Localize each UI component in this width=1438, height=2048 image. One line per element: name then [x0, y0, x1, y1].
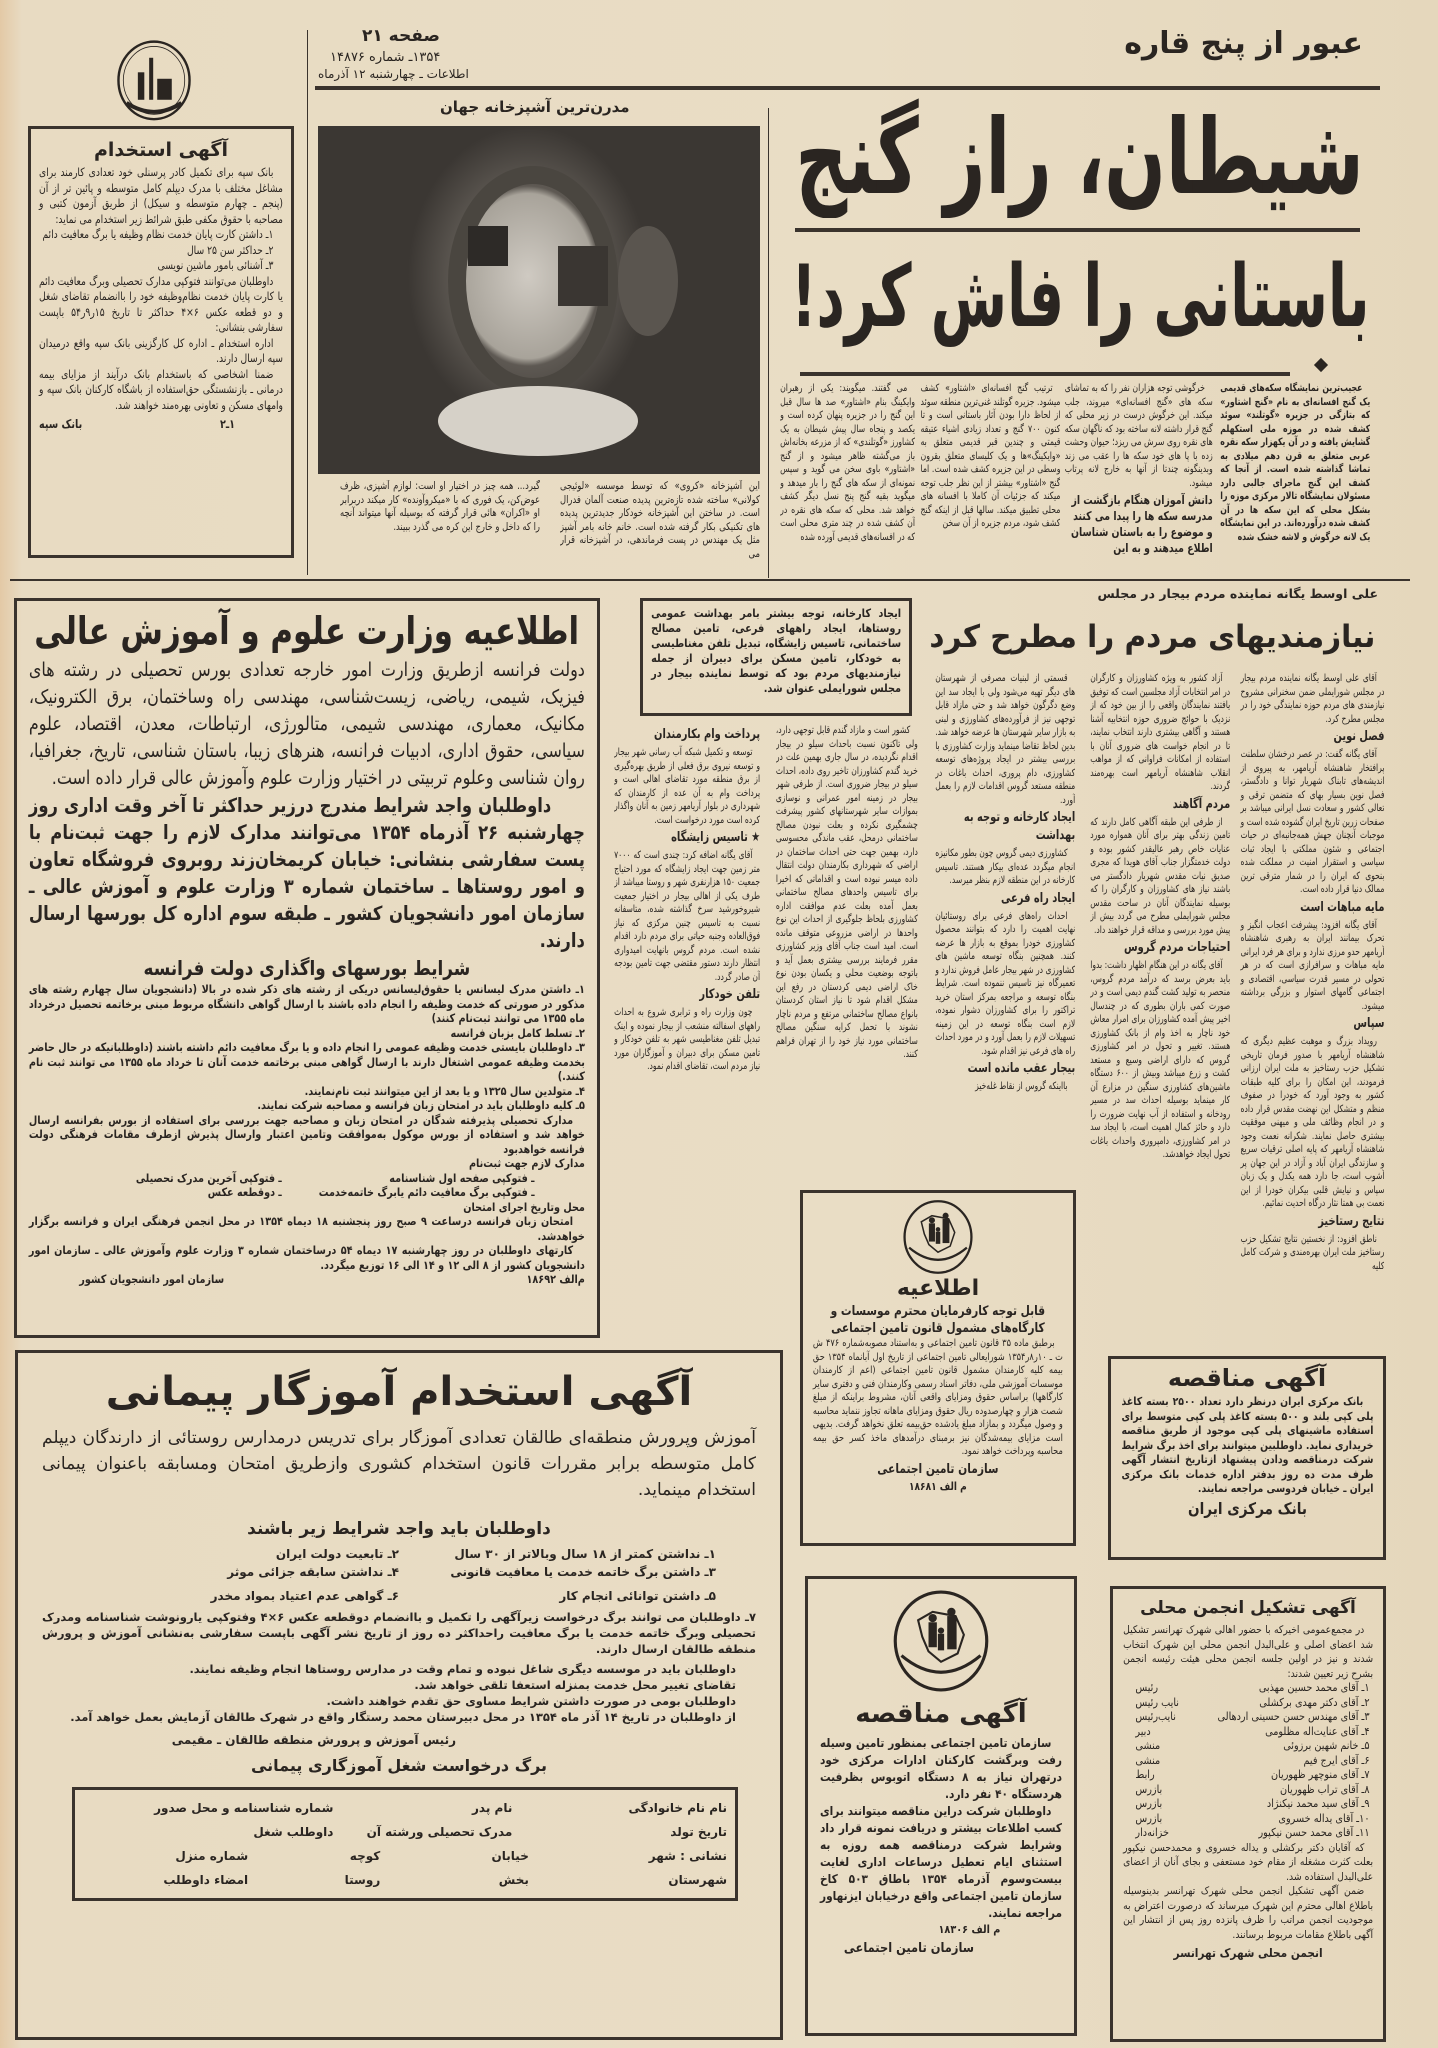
article-text: بااینکه گروس از نقاط غله‌خیز [974, 1081, 1068, 1092]
article-subhead: مایه مباهات است [1299, 899, 1384, 915]
article-subhead: ایجاد کارخانه و توجه به بهداشت [963, 810, 1075, 843]
notice-heading: محل وتاریخ اجرای امتحان [463, 1199, 585, 1214]
member-row [1135, 1681, 1369, 1696]
kitchen-photo [318, 126, 760, 474]
section-rule [10, 579, 1410, 581]
lead-text: عجیب‌ترین نمایشگاه سکه‌های قدیمی یک گنج افسانه‌ای به نام «گنج اشتاور» که بتازگی در جزیره «گوتلند» سوئد کشف شده در موزه ملی استکهلم گشایش یافته و در آن یکهزار سکه نقره عربی متعلق به قرن دهم میلادی به تماشا گذاشته شده است. از آنجا که کشف این گنج ماجرای جالبی دارد مسئولان نمایشگاه تالار مرکزی موزه را بشکل محلی که این سکه ها در آن کشف شده درآورده‌اند. در این نمایشگاه یک لانه خرگوش و لاشه خشک شده [1220, 383, 1370, 543]
column-rule [307, 30, 308, 575]
lead-column [1220, 382, 1370, 576]
notice-item: ۲ـ تسلط کامل بزبان فرانسه [450, 1025, 585, 1040]
member-role: رابط [1135, 1768, 1155, 1781]
member-name: ۸ـ آقای تراب ظهوریان [1279, 1782, 1370, 1796]
ad-note: داوطلبان بومی در صورت داشتن شرایط مساوی حق تقدم خواهند داشت. [326, 1694, 736, 1708]
member-role: خزانه‌دار [1135, 1826, 1169, 1839]
notice-code: م‌الف ۱۸۶۹۲ [526, 1272, 585, 1286]
article-subhead: فصل نوین [1333, 729, 1384, 744]
member-role: دبیر [1135, 1724, 1151, 1738]
member-row [1135, 1725, 1369, 1740]
lead-text: ترتیب گنج افسانه‌ای «اشتاور» کشف میشود. جزیره گوتلند غنی‌ترین منطقه سوئد از لحاظ دارا بودن آثار باستانی است و تا کنون ۷۰۰ گنج و تعداد زیادی اشیاء عتیقه قیمتی و چندین قبر قدیمی متعلق به «وایکینگ»ها و یک کلیسای متعلق بقرون وسطی در این جزیره کشف شده است. اما گنج «اشتاور» بیشتر از این نظر جلب توجه میکند که جزئیات آن کاملا با افسانه های محلی تطبیق میکند. سالها قبل از اینکه گنج کشف شود، مردم جزیره از آن سخن [920, 383, 1060, 529]
member-name: ۷ـ آقای منوچهر ظهوریان [1270, 1768, 1370, 1781]
form-field: داوطلب شغل [253, 1825, 334, 1839]
article-text: قسمتی از لبنیات مصرفی از شهرستان های دیگر تهیه می‌شود ولی با ایجاد سد این وضع دگرگون خواهد شد و حتی مازاد قابل توجهی نیز از فرآورده‌های کشاورزی و لبنی به بازار سایر شهرستان ها عرضه خواهد شد. بدین لحاظ تقاضا مینماید وزارت کشاورزی با بررسی بیشتر در ایجاد پروژه‌های توسعه کشاورزی، دام پروری، احداث باغات در منطقه مستعد گروس اقدامات لازم را بعمل آورد. [935, 673, 1075, 806]
ad-paragraph: داوطلبان می‌توانند فتوکپی مدارک تحصیلی وبرگ معافیت دائم یا کارت پایان خدمت نظام‌وظیفه خود را باانضمام تقاضای شغل و دو قطعه عکس ۶×۴ حداکثر تا تاریخ ۱۵ر۹ر۵۴ باپست سفارشی بنشانی: [39, 273, 283, 334]
article-text: توسعه و تکمیل شبکه آب رسانی شهر بیجار و توسعه نیروی برق فعلی از طریق بهره‌گیری از برق منطقه مورد تقاضای اهالی است و پرداخت وام به آن عده از کارمندان که شهرداری در بلوار آریامهر زمین به آنان واگذار کرده است مورد درخواست است. [614, 747, 760, 826]
application-form [72, 1787, 738, 1901]
article-text: کشور است و مازاد گندم قابل توجهی دارد، ولی تاکنون نسبت باحداث سیلو در بیجار اقدام نگردیده، در سال جاری بهمین علت در خرید گندم کشاورزان تاخیر روی داده، احداث سیلو در بیجار ضروری است. از طرفی شهر بیجار در زمینه امور عمرانی و نوسازی بموازات سایر شهرستانهای کشور پیشرفت چشمگیری نکرده و بعلت نبودن مصالح ساختمانی درمحل، عقب ماندگی محسوسی دارد، بهمین جهت حتی احداث ساختمان در اراضی که شهرداری بکارمندان دولت انتقال داده میسر نبوده است و اقداماتی که اخیرا برای تاسیس واحدهای مصالح ساختمانی بعمل آمده بعلت عدم موافقت اداره کشاورزی بلحاظ جلوگیری از احداث این نوع واحدها در اراضی مزروعی متوقف مانده است. امید است جناب آقای وزیر کشاورزی مقرر فرمایند بررسی بیشتری بعمل آید و باتوجه بوضعیت محلی و یکسان بودن نوع خاک اراضی دیمی کردستان در رفع این مشکل اقدام شود تا نیاز استان کردستان بانواع مصالح ساختمانی مرتفع و مردم ناچار نشوند با تحمل کرایه سنگین مصالح ساختمانی مورد نیاز خود را از تهران فراهم کنند. [776, 725, 918, 1060]
member-row [1135, 1812, 1369, 1827]
social-security-logo [891, 1589, 991, 1693]
notice-heading: مدارک لازم جهت ثبت‌نام [469, 1156, 585, 1170]
article-kicker: علی اوسط یگانه نماینده مردم بیجار در مجلس [1097, 586, 1378, 601]
photo-text [340, 480, 540, 576]
form-field: خیابان [491, 1849, 529, 1863]
article-text: ناطق افزود: از نخستین نتایج تشکیل حزب رستاخیز ملت ایران بهره‌مندی و شرکت کامل کلیه [1240, 1233, 1384, 1272]
member-name: ۶ـ آقای ایرج فیم [1303, 1753, 1370, 1767]
article-text: آقای علی اوسط یگانه نماینده مردم بیجار در مجلس شورایملی ضمن سخنرانی مشروح نیازمندی های مردم حوزه نمایندگی خود را در مجلس مطرح کرد. [1240, 673, 1384, 725]
tender-signature: سازمان تامین اجتماعی [843, 1941, 974, 1956]
member-role: رئیس [1135, 1681, 1158, 1694]
member-role: بازرس [1135, 1782, 1163, 1796]
member-role: منشی [1135, 1739, 1161, 1752]
notice-doc: ـ فتوکپی برگ معافیت دائم یابرگ خاتمه‌خدمت [318, 1185, 535, 1199]
bank-sepah-ad [28, 126, 294, 558]
headline-rule [800, 372, 1290, 376]
member-role: نایب رئیس [1135, 1695, 1179, 1709]
notice-subtitle: قابل توجه کارفرمایان محترم موسسات و کارگاه‌های مشمول قانون تامین اجتماعی [830, 1304, 1046, 1336]
ad-item: ۲ـ حداکثر سن ۲۵ سال [186, 242, 274, 257]
tender-paragraph: داوطلبان شرکت دراین مناقصه میتوانند برای کسب اطلاعات بیشتر و دریافت نمونه قرار داد وشرایط شرکت درمناقصه همه روزه به استثنای ایام تعطیل درساعات اداری لغایت بیست‌وسوم آذرماه ۱۳۵۴ باطاق ۵۰۳ کاخ سازمان تامین اجتماعی واقع درخیابان ایزنهاور مراجعه نمایند. [820, 1804, 1063, 1920]
notice-subtitle: شرایط بورسهای واگذاری دولت فرانسه [143, 956, 471, 980]
member-role: منشی [1135, 1753, 1161, 1767]
member-name: ۲ـ آقای دکتر مهدی برکشلی [1259, 1695, 1370, 1709]
article-text: از طرفی این طبقه آگاهی کامل دارند که تامین زندگی بهتر برای آنان همواره مورد عنایات خاص رهبر عالیقدر کشور بوده و دولت خدمتگزار جناب آقای هویدا که مجری صدیق نیات مقدس شهریار دادگستر می باشند نیاز های کشاورزان و کارگران را که بوسیله نمایندگان آنان در ساحت مقدس مجلس شورایملی مطرح می گردد بیش از پیش مورد بررسی و مداقه قرار خواهند داد. [1090, 816, 1230, 936]
central-bank-tender [1108, 1356, 1386, 1560]
notice-signature: سازمان تامین اجتماعی [877, 1461, 999, 1477]
lead-headline [790, 92, 1370, 222]
ad-title-text: آگهی استخدام آموزگار پیمانی [105, 1369, 693, 1415]
form-field: نشانی : شهر [648, 1849, 727, 1863]
article-highlight-box [640, 598, 912, 716]
tender-title: آگهی مناقصه [1167, 1364, 1327, 1392]
tender-paragraph: سازمان تامین اجتماعی بمنظور تامین وسیله رفت وبرگشت کارکنان ادارات مرکزی خود درتهران نیاز به ۸ دستگاه اتوبوس بظرفیت هردستگاه ۴۰ نفر دارد. [820, 1736, 1062, 1801]
notice-paragraph: که آقایان دکتر برکشلی و یداله خسروی و محمدحسن نیکپور بعلت کثرت مشغله از مقام خود مستعفی و بجای آنان از اعضای علی‌البدل استفاده شد. [1123, 1841, 1373, 1883]
article-subhead: سپاس [1352, 1016, 1384, 1031]
ad-signature: بانک سپه [39, 417, 83, 431]
article-headline [925, 612, 1380, 662]
ad-signer: رئیس آموزش و پرورش منطقه طالقان ـ مقیمی [171, 1733, 456, 1747]
article-subhead: تلفن خودکار [699, 987, 760, 1002]
ad-item: ۳ـ آشنائی بامور ماشین نویسی [157, 258, 274, 272]
member-name: ۹ـ آقای سید محمد نیکنژاد [1266, 1797, 1370, 1810]
member-name: ۱۱ـ آقای محمد حسن نیکپور [1258, 1826, 1370, 1839]
notice-doc: ـ فتوکپی صفحه اول شناسنامه [389, 1170, 535, 1185]
article-text: آزاد کشور به ویژه کشاورزان و کارگران در امر انتخابات آزاد مجلسین است که توفیق یافتند نمایندگان واقعی را از بین خود که از نزدیک با حوائج ضروری حوزه انتخابیه آشنا هستند و آگاهی بیشتری دارند انتخاب نمایند، تا در انجام خواست های ضروری آنان با استفاده از امکانات فراوانی که از مواهب انقلاب شاهنشاه آریامهر است بهره‌مند گردند. [1090, 673, 1230, 792]
notice-paragraph: مدارک تحصیلی پذیرفته شدگان در امتحان زبان و مصاحبه جهت بررسی برای استفاده از بورس بفرانسه ارسال خواهد شد و استفاده از بورس موکول به‌موافقت وتامین اعتبار وارسال پذیرش ازطرف مقامات فرهنگی دولت فرانسه خواهدبود [29, 1112, 585, 1156]
lead-headline-2 [785, 240, 1375, 355]
notice-paragraph: امتحان زبان فرانسه درساعت ۹ صبح روز پنجشنبه ۱۸ دیماه ۱۳۵۴ در محل انجمن فرهنگی ایران و فرانسه برگزار خواهدشد. [29, 1214, 585, 1243]
lead-subhead: دانش آموزان هنگام بازگشت از مدرسه سکه ها را پیدا می کنند و موضوع را به باستان شناسان اطلاع میدهند و به این [1071, 493, 1213, 555]
notice-title-text: اطلاعیه وزارت علوم و آموزش عالی [34, 609, 580, 653]
ad-title [42, 1359, 756, 1425]
member-name: ۱۰ـ آقای یداله خسروی [1278, 1811, 1370, 1825]
member-row [1135, 1826, 1369, 1841]
ad-note: تقاضای تغییر محل خدمت بمنزله استعفا تلقی خواهد شد. [414, 1678, 736, 1692]
article-column [776, 724, 918, 1180]
member-name: ۱ـ آقای محمد حسین مهذبی [1258, 1681, 1370, 1694]
local-council-notice [1110, 1586, 1386, 2042]
issue-number: ۱۳۵۴ـ شماره ۱۴۸۷۶ [330, 50, 441, 65]
diamond-ornament [1314, 358, 1328, 372]
header-rule [315, 86, 1380, 90]
notice-item: ۳ـ داوطلبان بایستی خدمت وظیفه عمومی را انجام داده و یا برگ معافیت دائم داشته باشند (داوطلبانیکه در حال حاضر بخدمت وظیفه عمومی اشتغال دارند با ارسال گواهی مبنی برخاتمه خدمت آنان تا خرداد ماه ۱۳۵۵ می توانند ثبت نام کنند.) [29, 1040, 585, 1083]
photo-caption: مدرن‌ترین آشپزخانه جهان [440, 98, 630, 116]
photo-text-body: گیرد... همه چیز در اختیار او است: لوازم آشپزی، ظرف عوض‌کن، یک فوری که با «میکروآونده» کار میکند دربرابر او «اکران» هائی قرار گرفته که بوسیله آنها میتواند آنچه را که داخل و خارج این کره می گذرد ببیند. [340, 480, 540, 533]
photo-text-body: این آشپزخانه «کروی» که توسط موسسه «لوئیجی کولانی» ساخته شده تازه‌ترین پدیده صنعت آلمان فدرال است. در ساختن این آشپزخانه خودکار جدیدترین پدیده های تکنیکی بکار گرفته شده است. خانم خانه بامر آشپز مثل یک مهندس در پست فرماندهی، در آشپزخانه قرار می [560, 480, 760, 560]
member-list [1123, 1681, 1373, 1841]
article-subhead: پرداخت وام بکارمندان [653, 727, 760, 742]
article-subhead: مردم آگاهند [1172, 796, 1230, 812]
member-name: ۵ـ خانم شهین برزوئی [1283, 1739, 1370, 1752]
article-subhead: نتایج رستاخیز [1317, 1213, 1384, 1229]
member-row [1135, 1754, 1369, 1769]
condition-item: ۴ـ نداشتن سابقه جزائی موثر [227, 1565, 399, 1579]
social-security-tender [805, 1576, 1077, 2036]
article-highlight-text: ایجاد کارخانه، توجه بیشتر بامر بهداشت عمومی روستاها، ایجاد راههای فرعی، تامین مصالح ساختمانی، تاسیس زایشگاه، تبدیل تلفن مغناطیسی به خودکار، تامین مسکن برای دبیران از جمله نیازمندیهای مردم بود که توسط نماینده بیجار در مجلس شورایملی عنوان شد. [651, 606, 901, 695]
condition-item: ۲ـ تابعیت دولت ایران [275, 1547, 399, 1561]
tender-code: م الف ۱۸۳۰۶ [938, 1923, 1001, 1936]
notice-intro: در مجمع‌عمومی اخیرکه با حضور اهالی شهرک تهرانسر تشکیل شد اعضای اصلی و علی‌البدل انجمن محلی این شهرک انتخاب شدند و نیز در اولین جلسه انجمن محلی هیئت رئیسه انجمن بشرح زیر تعیین شدند: [1123, 1624, 1373, 1680]
notice-item: ۵ـ کلیه داوطلبان باید در امتحان زبان فرانسه و مصاحبه شرکت نمایند. [257, 1098, 585, 1112]
article-subhead: ایجاد راه فرعی [1000, 890, 1075, 906]
form-field: امضاء داوطلب [163, 1873, 249, 1887]
form-field: مدرک تحصیلی ورشته آن [366, 1825, 513, 1839]
notice-item: ۱ـ داشتن مدرک لیسانس یا حقوق‌لیسانس دریکی از رشته های ذکر شده در بالا (دانشجویان سال چهارم رشته های مذکور در صورتی که خدمت وظیفه را انجام داده باشند با ارسال گواهی دانشگاه مربوط مبنی برخاتمه تحصیل درخرداد ماه ۱۳۵۵ می توانند ثبت‌نام کنند) [29, 982, 585, 1025]
form-field: کوچه [349, 1849, 381, 1863]
member-role: نایب‌رئیس [1135, 1710, 1176, 1723]
article-column [1090, 672, 1230, 1338]
notice-title [29, 605, 585, 657]
ad-paragraph: ضمنا اشخاصی که باستخدام بانک درآیند از مزایای بیمه درمانی ـ بازنشستگی حق‌استفاده از باشگاه کارکنان بانک سپه و وامهای مسکن و تعاونی بهره‌مند خواهند شد. [39, 366, 283, 412]
lead-headline-text: شیطان، راز گنج [795, 96, 1365, 218]
member-row [1135, 1797, 1369, 1812]
member-row [1135, 1768, 1369, 1783]
photo-text [560, 480, 760, 576]
notice-paragraph: کارتهای داوطلبان در روز چهارشنبه ۱۷ دیماه ۵۴ درساختمان شماره ۳ وزارت علوم وآموزش عالی ـ سازمان امور دانشجویان کشور از ۸ الی ۱۲ و ۱۴ الی ۱۶ توزیع میگردد. [29, 1243, 585, 1272]
ministry-notice [14, 598, 600, 1338]
article-text: آقای یگانه گفت: در عصر درخشان سلطنت پرافتخار شاهنشاه آریامهر، به پیروی از اندیشه‌های تابناک شهریار توانا و دادگستر، فصل نوین بسیار بهای که متضمن ترقی و تعالی کشور و سعادت نسل ایرانی میباشد بر صفحات زرین تاریخ ایران گشوده شده است و موجبات آنچنان جهش همه‌جانبه‌ای در حیات اجتماعی و شئون مملکتی با ایجاد ثبات سیاسی و استقرار امنیت در مملکت شده بنحوی که ایران را در شمار مترقی ترین ممالک دنیا قرار داده است. [1240, 749, 1384, 895]
lead-text: می گفتند. میگویند: یکی از رهبران وایکینگ بنام «اشتاور» صد ها سال قبل این گنج را در جزیره پنهان کرده است و یکصد و پنجاه سال پیش شیطان به یک کشاورز «گوتلندی» که از مزرعه بخانه‌اش باز می‌گشته ظاهر میشود و از گنج «اشتاور» باوی سخن می گوید و سپس نمونه‌ای از سکه های گنج را بار میدهد و میگوید بقیه گنج پنج نسل دیگر کشف خواهد شد. محلی که سکه های نقره در آن کشف شده در چند متری محلی است که در افسانه‌های قدیمی آورده شده [780, 383, 915, 543]
ad-note: از داوطلبان در تاریخ ۱۴ آذر ماه ۱۳۵۴ در محل دبیرستان محمد رستگار واقع در شهرک طالقان آزمایش بعمل خواهد آمد. [70, 1710, 736, 1724]
notice-paragraph: ضمن آگهی تشکیل انجمن محلی شهرک تهرانسر بدینوسیله باطلاع اهالی محترم این شهرک میرساند که درصورت اعتراض به موجودیت انجمن مراتب را ظرف پانزده روز پس از انتشار این آگهی باطلاع مقامات مربوط برسانند. [1123, 1885, 1373, 1941]
tender-title: آگهی مناقصه [855, 1699, 1027, 1729]
member-row [1135, 1696, 1369, 1711]
form-field: شماره منزل [175, 1849, 249, 1863]
ad-paragraph: بانک سپه برای تکمیل کادر پرسنلی خود تعدادی کارمند برای مشاغل مختلف با مدرک دیپلم کامل متوسطه و پائین تر از آن (پنجم ـ چهارم متوسطه و سیکل) از طریق آزمون کتبی و مصاحبه با حقوق مکفی طبق شرائط زیر استخدام می نماید: [39, 165, 284, 226]
article-text: رویداد بزرگ و موهبت عظیم دیگری که شاهنشاه آریامهر با صدور فرمان تاریخی تشکیل حزب رستاخیز به ملت ایران ارزانی فرمودند، این امکان را برای کلیه طبقات کشور به وجود آورد که خودرا در صفوف منظم و متشکل این نهضت مقدس قرار داده و در انجام وظائف ملی و میهنی موفقیت بیشتری حاصل نمایند. شکرانه نعمت وجود شاهنشاه آریامهر که پایه اصلی ترقیات سریع و سازندگی ایران آباد و آزاد در این جهان پر آشوب است، جا دارد همه یکدل و یک زبان سپاس و نیایش قلبی بیکران خودرا از این نعمت بی همتا نثار درگاه احدیت نمائیم. [1240, 1036, 1384, 1209]
article-text: کشاورزی دیمی گروس چون بطور مکانیزه انجام میگردد عده‌ای بیکار هستند. تاسیس کارخانه در این منطقه لازم بنظر میرسد. [935, 848, 1075, 886]
article-column [1240, 672, 1384, 1338]
article-text: آقای یگانه افزود: پیشرفت اعجاب انگیز و تحرک بیمانند ایران به رهبری شاهنشاه آریامهر حدو مرزی ندارد و برای هر فرد ایرانی مایه مباهات و سرافرازی است که در هر تحولی در مسیر قدرت سیاسی، اقتصادی و اجتماعی گامهای استوار و بزرگی برداشته میشود. [1240, 919, 1384, 1012]
condition-item: ۶ـ گواهی عدم اعتیاد بمواد مخدر [210, 1589, 399, 1603]
article-text: آقای یگانه اضافه کرد: چندی است که ۷۰۰۰ متر زمین جهت ایجاد زایشگاه که مورد احتیاج جمعیت ۱۵۰ هزارنفری شهر و روستا میباشد از طرف یکی از اهالی بیجار در اختیار جمعیت شیروخورشید سرخ گذاشته شده، متاسفانه نسبت به تاسیس چنین مرکزی که نیاز فوق‌العاده وجنبه حیاتی برای مردم دارد اقدام نشده است. مردم گروس بانهایت امیدواری انتظار دارند دستور مقتضی جهت تامین بودجه آن صادر گردد. [614, 850, 760, 983]
article-text: آقای یگانه در این هنگام اظهار داشت: بدوا باید بعرض برسد که درآمد مردم گروس، منحصر به تولید کشت گندم دیمی است و در صورت کمی باران بطوری که در چندسال اخیر پیش آمده کشاورزان برای امرار معاش خود ناچار به اخذ وام از بانک کشاورزی هستند. تغییر و تحول در امر کشاورزی گروس که دارای اراضی وسیع و مستعد کشت و زرع میباشد وبیش از ۶۰۰ دستگاه ماشین‌های کشاورزی سنگین در مزارع آن کار مینماید بوسیله احداث سد در مسیر رودخانه و استفاده از آب نهایت ضرورت را دارد و حائز کمال اهمیت است، با ایجاد سد در امر کشاورزی، دامپروری واحداث باغات تحول ایجاد خواهدشد. [1090, 960, 1230, 1160]
condition-item: ۱ـ نداشتن کمتر از ۱۸ سال وبالاتر از ۳۰ سال [454, 1547, 716, 1561]
notice-bold: داوطلبان واجد شرایط مندرج درزیر حداکثر تا آخر وقت اداری روز چهارشنبه ۲۶ آذرماه ۱۳۵۴ می‌توانند مدارک لازم را جهت ثبت‌نام با پست سفارشی بنشانی: خیابان کریمخان‌زند روبروی فروشگاه تعاون و امور روستاها ـ ساختمان شماره ۳ وزارت علوم و آموزش عالی ـ سازمان امور دانشجویان کشور ـ طبقه سوم اداره کل بورسها ارسال دارند. [29, 794, 586, 952]
lead-headline-2-text: باستانی را فاش کرد! [790, 247, 1370, 347]
article-subhead: بیجار عقب مانده است [967, 1061, 1075, 1076]
notice-title: اطلاعیه [896, 1276, 980, 1301]
article-headline-text: نیازمندیهای مردم را مطرح کرد [929, 619, 1376, 655]
notice-doc: ـ فتوکپی آخرین مدرک تحصیلی [136, 1170, 282, 1185]
condition-item: ۵ـ داشتن توانائی انجام کار [559, 1589, 716, 1603]
ad-paragraph: اداره استخدام ـ اداره کل کارگزینی بانک سپه واقع درمیدان سپه ارسال دارند. [39, 335, 283, 365]
notice-item: ۴ـ متولدین سال ۱۳۲۵ و یا بعد از این میتوانند ثبت نام‌نمایند. [304, 1083, 585, 1098]
article-column [935, 672, 1075, 1180]
social-security-logo [901, 1199, 975, 1275]
article-text: احداث راه‌های فرعی برای روستائیان نهایت اهمیت را دارد که بتوانند محصول کشاورزی خودرا بموقع به بازار ها عرضه کنند. همچنین بنگاه توسعه ماشین های کشاورزی در شهر بیجار عامل فروش ندارد و تعمیرگاه نیز تاسیس ننموده است. شرایط بنگاه توسعه و مراجعه بمرکز استان خرید تراکتور را برای کشاورزان دشوار نموده، لازم است بنگاه توسعه در این زمینه تسهیلات لازم را بعمل آورد و در مورد احداث راه های فرعی نیز اقدام شود. [935, 910, 1075, 1057]
ad-code: ۱ـ۲ [219, 417, 235, 431]
member-name: ۴ـ آقای عنایت‌اله مظلومی [1265, 1724, 1370, 1738]
lead-column [780, 382, 915, 576]
member-row [1135, 1739, 1369, 1754]
article-subhead: احتیاجات مردم گروس [1123, 940, 1230, 955]
ad-intro: آموزش وپرورش منطقه‌ای طالقان تعدادی آموزگار برای تدریس درمدارس روستائی از دارندگان دیپلم کامل متوسطه برابر مقررات قانون استخدام کشوری وازطریق امتحان ومسابقه باعنوان پیمانی استخدام مینماید. [42, 1428, 756, 1500]
headline-rule [795, 228, 1360, 232]
ad-note: داوطلبان باید در موسسه دیگری شاغل نبوده و تمام وقت در مدارس روستاها انجام وظیفه نمایند. [189, 1662, 736, 1676]
form-field: بخش [498, 1873, 529, 1887]
article-subhead: ★ تاسیس زایشگاه [670, 830, 760, 845]
issue-date: اطلاعات ـ چهارشنبه ۱۲ آذرماه [318, 67, 469, 81]
form-field: نام نام خانوادگی [628, 1801, 727, 1815]
member-name: ۳ـ آقای مهندس حسن حسینی اردهالی [1217, 1710, 1370, 1723]
ad-title: آگهی استخدام [93, 139, 228, 161]
notice-code: م الف ۱۸۶۸۱ [909, 1479, 967, 1493]
ad-subtitle: داوطلبان باید واجد شرایط زیر باشند [247, 1519, 551, 1539]
tender-signature: بانک مرکزی ایران [1187, 1498, 1307, 1518]
member-role: بازرس [1135, 1797, 1163, 1810]
member-row [1135, 1783, 1369, 1798]
ad-item: ۷ـ داوطلبان می توانند برگ درخواست زیرآگهی را تکمیل و باانضمام دوقطعه عکس ۶×۴ وفتوکپی یارونوشت شناسنامه ومدرک تحصیلی وبرگ خاتمه خدمت یا برگ معافیت راحداکثر ده روز از تاریخ نشر آگهی باپست سفارشی به‌نشانی آموزش و پرورش منطقه طالقان ارسال دارند. [42, 1610, 756, 1656]
lead-column [1065, 382, 1213, 576]
article-text: چون وزارت راه و ترابری شروع به احداث راههای اسفالته منشعب از بیجار نموده و اینک تبدیل تلفن مغناطیسی شهر به تلفن خودکار و تامین مسکن برای دبیران و آموزگاران مورد نیاز مردم است، تقاضای اقدام نمود. [614, 1007, 760, 1072]
notice-signature: انجمن محلی شهرک تهرانسر [1173, 1946, 1323, 1960]
form-field: روستا [344, 1873, 381, 1887]
condition-item: ۳ـ داشتن برگ خاتمه خدمت یا معافیت قانونی [450, 1565, 716, 1579]
form-field: شهرستان [668, 1873, 727, 1887]
teacher-hiring-ad [15, 1350, 783, 2040]
notice-signature: سازمان امور دانشجویان کشور [79, 1272, 225, 1286]
notice-body: برطبق ماده ۳۵ قانون تامین اجتماعی و به‌استناد مصوبه‌شماره ۴۷۶ ش ت ـ ۱۰ر۸ر۱۳۵۴ شورایعالی تامین اجتماعی از تاریخ اول آبانماه ۱۳۵۴ حق بیمه کلیه کارمندان مشمول قانون تامین اجتماعی (اعم از کارمندان موسسات آموزشی ملی، دفاتر اسناد رسمی وکارمندان فنی و دفتری سایر کارگاهها) براساس حقوق ومزایای واقعی آنان، مشروط براینکه از مبلغ شصت هزار و چهارصدوده ریال حقوق ومزایای ماهانه تجاوز ننماید محاسبه و وصول میگردد و بمازاد مبلغ یادشده حق‌بیمه تعلق نخواهد گرفت. بدیهی است مزایای بیمه‌شدگان نیز برمبنای درآمدهای ماخذ کسر حق بیمه محاسبه وپرداخت خواهد نمود. [813, 1338, 1064, 1457]
notice-title: آگهی تشکیل انجمن محلی [1140, 1598, 1356, 1618]
page-number: صفحه ۲۱ [362, 26, 440, 46]
form-field: تاریخ تولد [670, 1825, 727, 1839]
form-title: برگ درخواست شغل آموزگاری پیمانی [250, 1756, 548, 1775]
ad-item: ۱ـ داشتن کارت پایان خدمت نظام وظیفه یا برگ معافیت دائم [42, 227, 274, 241]
article-column [614, 724, 760, 1338]
notice-intro: دولت فرانسه ازطریق وزارت امور خارجه تعدادی بورس تحصیلی در رشته های فیزیک، شیمی، ریاضی، زیست‌شناسی، مهندسی راه وساختمان، برق الکترونیک، مکانیک، معماری، مهندسی شیمی، متالورژی، ارتباطات، معدن، اقتصاد، علوم سیاسی، حقوق اداری، ادبیات فرانسه، هنرهای زیبا، باستان شناسی، تاریخ، جغرافیا، روان شناسی وعلوم تربیتی در اختیار وزارت علوم وآموزش عالی قرار داده است. [29, 659, 585, 789]
member-role: بازرس [1135, 1811, 1163, 1825]
form-field: شماره شناسنامه و محل صدور [154, 1801, 334, 1815]
tender-body: بانک مرکزی ایران درنظر دارد تعداد ۲۵۰۰ بسته کاغذ پلی کپی بلند و ۵۰۰ بسته کاغذ پلی کپی متوسط برای استفاده ماشینهای پلی کپی موجود از طریق مناقصه خریداری نماید. داوطلبین میتوانند برای اخذ برگ شرایط شرکت درمناقصه ودادن پیشنهاد ازتاریخ انتشار آگهی ظرف مدت ده روز بدفتر اداره خدمات بانک مرکزی ایران ـ خیابان فردوسی مراجعه نمایند. [1121, 1395, 1373, 1495]
member-row [1135, 1710, 1369, 1725]
lead-text: خرگوشی توجه هزاران نفر را که به تماشای سکه های «گنج افسانه‌ای» میروند، جلب میکند. این خرگوش درست در زیر محلی که گنج قرار داشته لانه ساخته بود که ناگهان سکه های نقره روی سرش می ریزد؛ حیوان وحشت زده با پا های خود سکه ها را عقب می زند وبدینگونه چندتا از آنها به خارج لانه پرتاب میشود. [1065, 383, 1213, 489]
column-rule [768, 108, 769, 578]
notice-doc: ـ دوقطعه عکس [207, 1185, 282, 1199]
social-security-notice [800, 1190, 1076, 1546]
lead-column [920, 382, 1060, 576]
form-field: نام پدر [472, 1801, 513, 1815]
bank-sepah-logo [112, 40, 196, 124]
section-title: عبور از پنج قاره [1124, 26, 1363, 61]
